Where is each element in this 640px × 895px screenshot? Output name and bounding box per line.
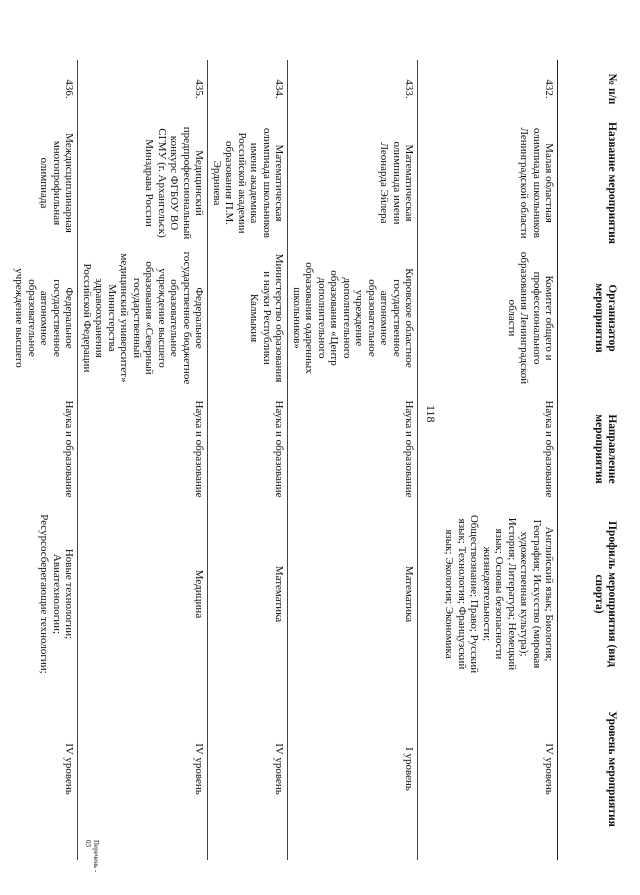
row-level: IV уровень [208,678,288,860]
row-num: 432. [418,60,558,118]
row-direction: Наука и образование [208,388,288,510]
row-name: Малая областная олимпиада школьников Ленинградской области [418,118,558,248]
header-direction: Направление мероприятия [558,388,620,510]
row-name: Междисциплинарная многопрофильная олимпиада [38,133,76,233]
table-row [288,60,418,860]
table-row [208,60,288,860]
row-level: IV уровень [78,678,208,860]
row-level: I уровень [288,678,418,860]
row-profile: Английский язык; Биология; География; Искусство (мировая художественная культура); История; Литература; Немецкий язык; Основы безопасности жизнедеятельности; Обществознание; Право; Русский язык; Технология; Французский язык; Экология; Экономика [418,510,558,678]
row-organizer: Кировское областное государственное автономное образовательное учреждение дополнительного образования «Центр дополнительного образования одаренных школьников» [288,248,418,388]
footer-code: Перечень - 03 [84,840,100,873]
table-row [418,60,558,860]
row-direction: Наука и образование [63,400,76,498]
row-num: 433. [288,60,418,118]
events-table [11,60,620,860]
row-direction: Наука и образование [78,388,208,510]
row-profile: Новые технологии; Авиатехнологии; Ресурсосберегающие технологии; [38,514,76,674]
row-organizer: Комитет общего и профессионального образования Ленинградской области [418,248,558,388]
row-profile: Медицина [78,510,208,678]
row-name: Математическая олимпиада школьников имени академика Российской академии образования П.М. Эрдниева [208,118,288,248]
row-level: IV уровень [418,678,558,860]
table-header-row [558,60,620,860]
row-name: Медицинский предпрофессиональный конкурс ФГБОУ ВО СГМУ (г. Архангельск) Минздрава России [78,118,208,248]
row-organizer: Министерство образования и науки Республики Калмыкия [208,248,288,388]
row-organizer: Федеральное государственное бюджетное образовательное учреждение высшего образования «Северный государственный медицинский университет» Министерства здравоохранения Российской Федерации [78,248,208,388]
row-direction: Наука и образование [288,388,418,510]
row-name: Математическая олимпиада имени Леонарда Эйлера [288,118,418,248]
row-profile: Математика [288,510,418,678]
table-row [11,60,78,860]
header-profile: Профиль мероприятия (вид спорта) [558,510,620,678]
row-num: 435. [78,60,208,118]
rotated-page [13,20,620,875]
row-num: 436. [63,79,76,99]
header-organizer: Организатор мероприятия [558,248,620,388]
row-level: IV уровень [63,743,76,795]
row-organizer: Федеральное государственное автономное образовательное учреждение высшего [13,268,76,368]
header-num: № п/п [558,60,620,118]
row-num: 434. [208,60,288,118]
header-level: Уровень мероприятия [558,678,620,860]
page-number: 118 [424,405,438,423]
row-direction: Наука и образование [418,388,558,510]
header-name: Название мероприятия [558,118,620,248]
row-profile: Математика [208,510,288,678]
table-row [78,60,208,860]
